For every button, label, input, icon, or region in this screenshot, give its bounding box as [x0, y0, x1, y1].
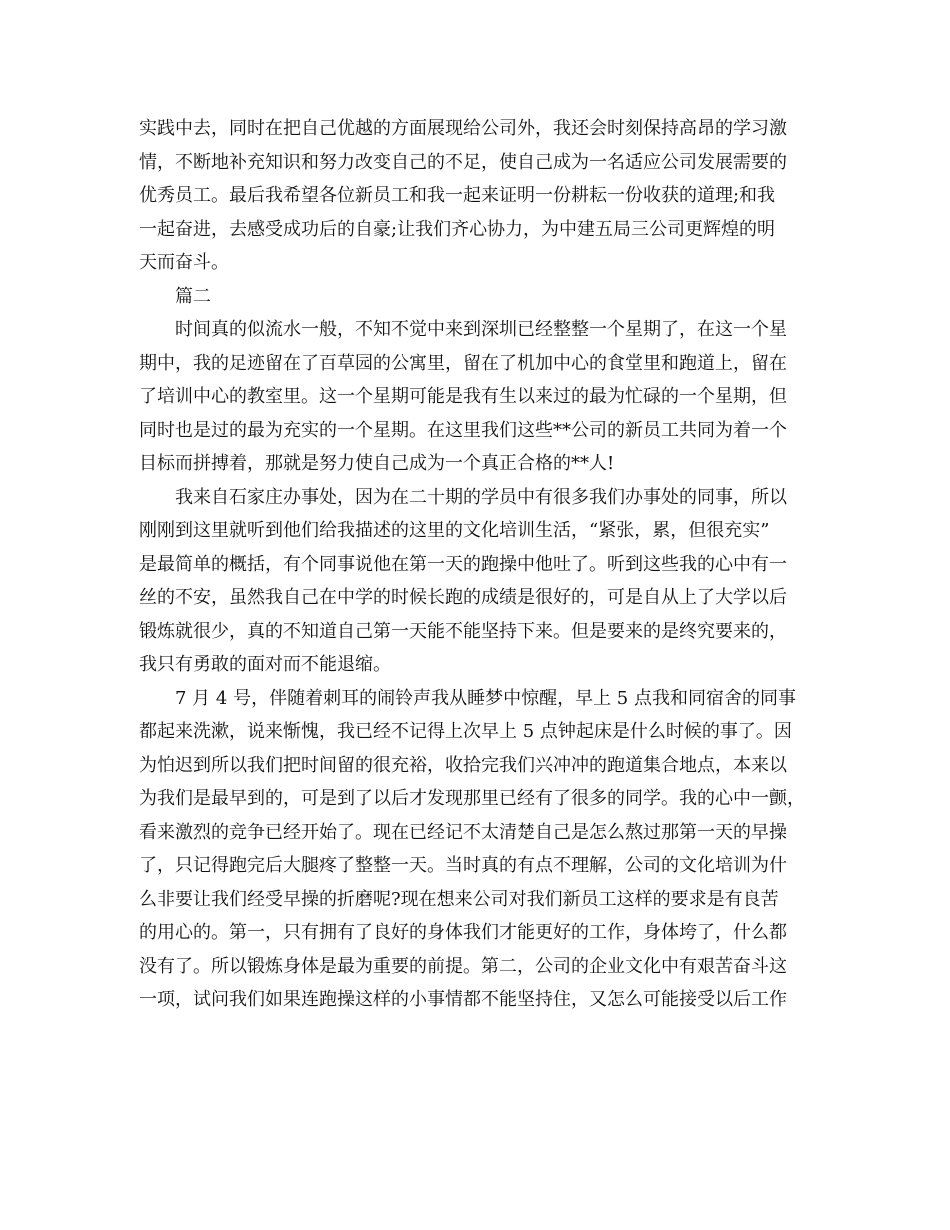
- text-line: 一起奋进，去感受成功后的自豪;让我们齐心协力，为中建五局三公司更辉煌的明: [139, 218, 776, 240]
- text-line: 了，只记得跑完后大腿疼了整整一天。当时真的有点不理解，公司的文化培训为什: [139, 855, 787, 876]
- text-line: 么非要让我们经受早操的折磨呢?现在想来公司对我们新员工这样的要求是有良苦: [139, 888, 779, 910]
- text-line: 都起来洗漱，说来惭愧，我已经不记得上次早上 5 点钟起床是什么时候的事了。因: [139, 721, 792, 742]
- paragraph-start-line: 我来自石家庄办事处，因为在二十期的学员中有很多我们办事处的同事，所以: [175, 486, 787, 508]
- paragraph-start-line: 7 月 4 号，伴随着刺耳的闹铃声我从睡梦中惊醒，早上 5 点我和同宿舍的同事: [175, 687, 796, 709]
- paragraph-start-line: 篇二: [175, 285, 211, 307]
- document-page: [139, 112, 819, 1017]
- text-line: 期中，我的足迹留在了百草园的公寓里，留在了机加中心的食堂里和跑道上，留在: [139, 352, 787, 374]
- text-line: 我只有勇敢的面对而不能退缩。: [139, 654, 391, 675]
- text-line: 看来激烈的竞争已经开始了。现在已经记不太清楚自己是怎么熬过那第一天的早操: [139, 821, 787, 843]
- text-line: 了培训中心的教室里。这一个星期可能是我有生以来过的最为忙碌的一个星期，但: [139, 386, 787, 407]
- text-line: 刚刚到这里就听到他们给我描述的这里的文化培训生活，“紧张，累，但很充实”: [139, 520, 770, 541]
- text-line: 同时也是过的最为充实的一个星期。在这里我们这些**公司的新员工共同为着一个: [139, 419, 787, 441]
- text-line: 情，不断地补充知识和努力改变自己的不足，使自己成为一名适应公司发展需要的: [139, 151, 787, 173]
- text-line: 为怕迟到所以我们把时间留的很充裕，收拾完我们兴冲冲的跑道集合地点，本来以: [139, 754, 787, 776]
- text-line: 丝的不安，虽然我自己在中学的时候长跑的成绩是很好的，可是自从上了大学以后: [139, 587, 787, 608]
- text-line: 一项，试问我们如果连跑操这样的小事情都不能坚持住，又怎么可能接受以后工作: [139, 989, 787, 1010]
- text-line: 目标而拼搏着，那就是努力使自己成为一个真正合格的**人!: [139, 453, 615, 474]
- paragraph-start-line: 时间真的似流水一般，不知不觉中来到深圳已经整整一个星期了，在这一个星: [175, 319, 787, 340]
- text-line: 是最简单的概括，有个同事说他在第一天的跑操中他吐了。听到这些我的心中有一: [139, 553, 787, 575]
- text-line: 实践中去，同时在把自己优越的方面展现给公司外，我还会时刻保持高昂的学习激: [139, 118, 787, 139]
- text-line: 天而奋斗。: [139, 252, 229, 273]
- text-line: 锻炼就很少，真的不知道自己第一天能不能坚持下来。但是要来的是终究要来的，: [139, 620, 787, 642]
- text-line: 没有了。所以锻炼身体是最为重要的前提。第二，公司的企业文化中有艰苦奋斗这: [139, 955, 787, 977]
- text-line: 优秀员工。最后我希望各位新员工和我一起来证明一份耕耘一份收获的道理;和我: [139, 185, 776, 206]
- text-line: 为我们是最早到的，可是到了以后才发现那里已经有了很多的同学。我的心中一颤，: [139, 788, 805, 809]
- text-line: 的用心的。第一，只有拥有了良好的身体我们才能更好的工作，身体垮了，什么都: [139, 922, 787, 943]
